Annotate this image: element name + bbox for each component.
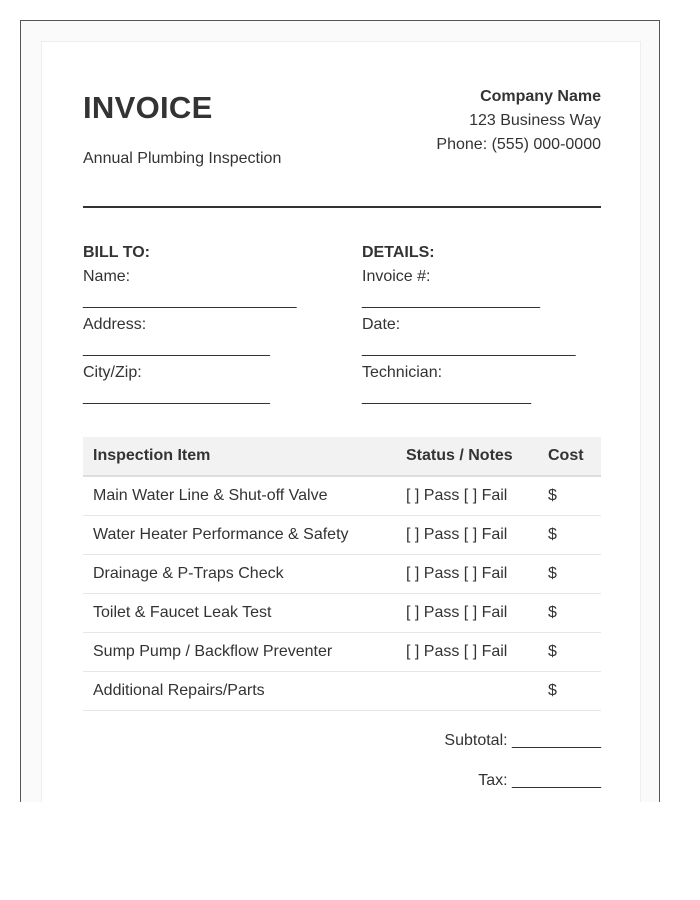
row-status	[396, 672, 538, 711]
table-row	[83, 672, 601, 711]
row-item: Additional Repairs/Parts	[83, 672, 396, 711]
invoice-sheet	[41, 41, 641, 802]
row-status: [ ] Pass [ ] Fail	[396, 594, 538, 633]
table-row	[83, 516, 601, 555]
details-technician-label: Technician:	[362, 364, 443, 381]
row-status: [ ] Pass [ ] Fail	[396, 516, 538, 555]
table-row	[83, 594, 601, 633]
table-row	[83, 555, 601, 594]
row-cost: $	[538, 555, 601, 594]
details-heading: DETAILS:	[362, 244, 435, 261]
header-status-notes: Status / Notes	[396, 437, 538, 476]
row-cost: $	[538, 594, 601, 633]
row-cost: $	[538, 672, 601, 711]
row-item: Drainage & P-Traps Check	[83, 555, 396, 594]
bill-to-name-blank: ________________________	[83, 292, 297, 309]
invoice-title: INVOICE	[83, 90, 213, 125]
document-frame	[20, 20, 660, 802]
bill-to-address-blank: _____________________	[83, 340, 270, 357]
details-date-label: Date:	[362, 316, 401, 333]
row-cost: $	[538, 516, 601, 555]
row-item: Sump Pump / Backflow Preventer	[83, 633, 396, 672]
inspection-table	[83, 437, 601, 711]
row-item: Main Water Line & Shut-off Valve	[83, 476, 396, 516]
totals-section	[444, 732, 601, 802]
row-status: [ ] Pass [ ] Fail	[396, 555, 538, 594]
bill-to-heading: BILL TO:	[83, 244, 150, 261]
details-invoice-number-label: Invoice #:	[362, 268, 431, 285]
table-row	[83, 633, 601, 672]
tax-line: Tax: __________	[478, 772, 601, 789]
row-cost: $	[538, 633, 601, 672]
row-cost: $	[538, 476, 601, 516]
row-item: Water Heater Performance & Safety	[83, 516, 396, 555]
row-status: [ ] Pass [ ] Fail	[396, 633, 538, 672]
row-item: Toilet & Faucet Leak Test	[83, 594, 396, 633]
header-cost: Cost	[538, 437, 601, 476]
details-technician-blank: ___________________	[362, 388, 532, 405]
company-address: 123 Business Way	[469, 112, 601, 129]
bill-to-cityzip-blank: _____________________	[83, 388, 270, 405]
bill-to-section	[83, 241, 297, 409]
bill-to-cityzip-label: City/Zip:	[83, 364, 142, 381]
header-inspection-item: Inspection Item	[83, 437, 396, 476]
company-phone: Phone: (555) 000-0000	[436, 136, 601, 153]
details-section	[362, 241, 576, 409]
bill-to-address-label: Address:	[83, 316, 147, 333]
company-info	[436, 85, 601, 157]
details-invoice-number-blank: ____________________	[362, 292, 540, 309]
table-header-row	[83, 437, 601, 476]
table-row	[83, 476, 601, 516]
row-status: [ ] Pass [ ] Fail	[396, 476, 538, 516]
company-name: Company Name	[480, 88, 601, 105]
invoice-subtitle: Annual Plumbing Inspection	[83, 150, 282, 167]
details-date-blank: ________________________	[362, 340, 576, 357]
subtotal-line: Subtotal: __________	[444, 732, 601, 749]
header-divider	[83, 206, 601, 208]
bill-to-name-label: Name:	[83, 268, 131, 285]
